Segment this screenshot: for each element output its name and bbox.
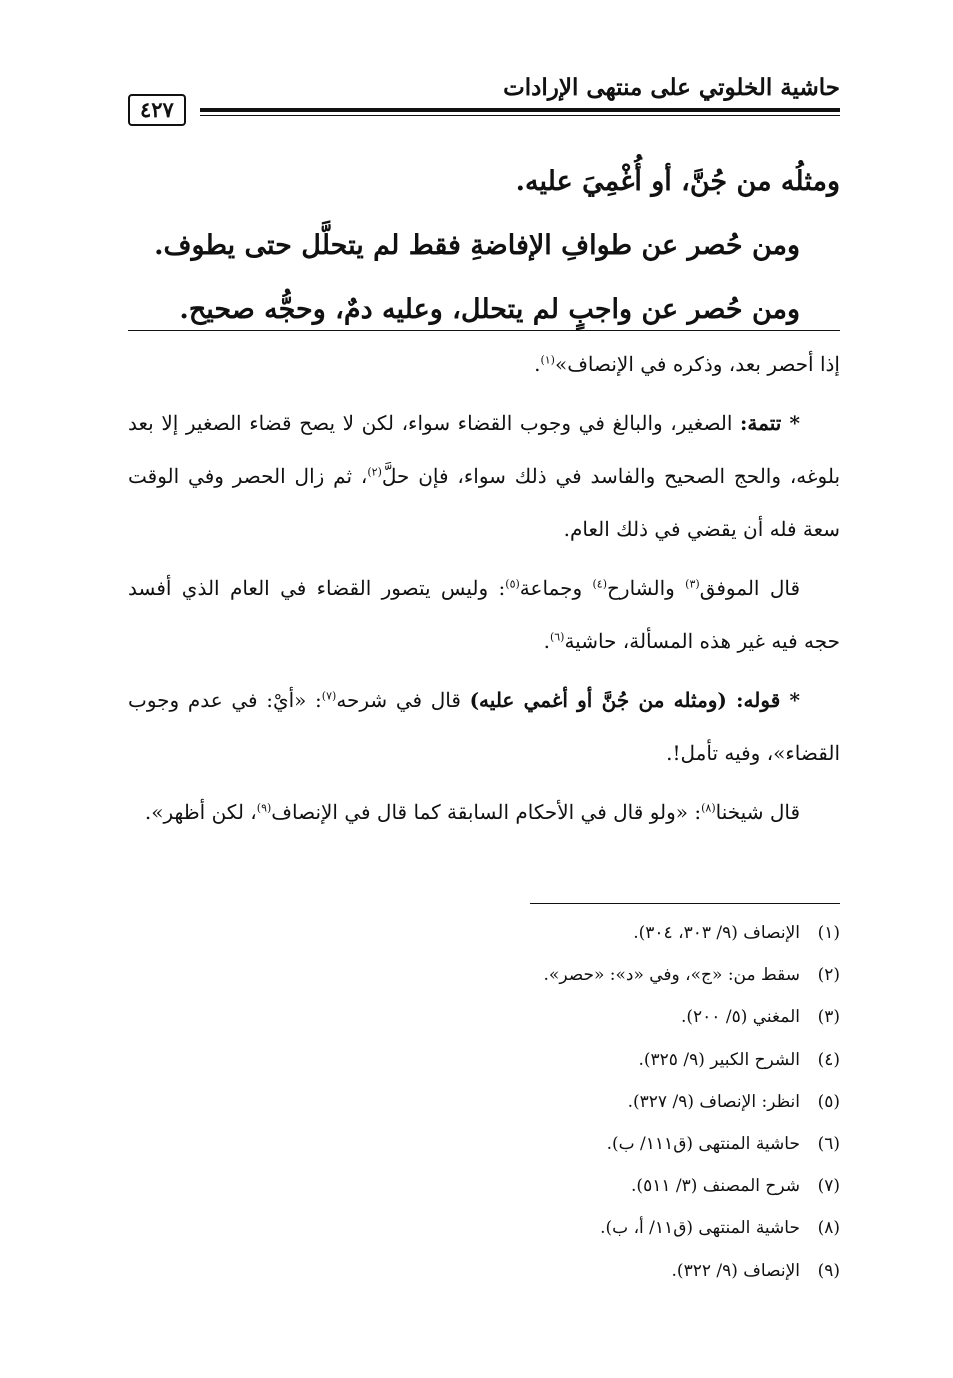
text-segment: ، لكن أظهر». [144, 800, 257, 824]
footnote-text: انظر: الإنصاف (٩/ ٣٢٧). [627, 1091, 800, 1112]
main-text [128, 150, 840, 342]
footnote [128, 1250, 840, 1292]
text-segment: إذا أحصر بعد، وذكره في الإنصاف» [554, 352, 840, 376]
commentary [128, 338, 840, 845]
text-segment: : «ولو قال في الأحكام السابقة كما قال في الإنصاف [271, 800, 702, 824]
footnote-text: المغني (٥/ ٢٠٠). [680, 1007, 800, 1028]
footnote [128, 1207, 840, 1249]
footnote-ref: (٨) [701, 801, 716, 815]
footnote-ref: (٥) [505, 577, 520, 591]
commentary-paragraph-3: قال الموفق$^{(٣)}$ والشارح$^{(٤)}$ وجماعة$^{(٥)}$: وليس يتصور القضاء في العام الذي أفسد حجه فيه غير هذه المسألة، حاشية$^{(٦)}$. [128, 576, 840, 653]
footnote [128, 912, 840, 954]
page-header [128, 70, 840, 126]
text-segment: وجماعة [519, 576, 593, 600]
running-title: حاشية الخلوتي على منتهى الإرادات [503, 74, 840, 101]
footnote-number: (١) [817, 923, 840, 943]
commentary-paragraph-2 [128, 397, 840, 556]
page-number: ٤٢٧ [128, 94, 186, 126]
footnote-number: (٣) [817, 1007, 840, 1028]
footnote-ref: (١) [540, 353, 555, 367]
footnote-ref: (٩) [256, 801, 272, 815]
footnote [128, 1039, 840, 1081]
footnote [128, 1123, 840, 1165]
footnote-ref: (٢) [367, 465, 382, 479]
footnote-number: (٢) [817, 965, 840, 986]
footnote-text: سقط من: «ج»، وفي «د»: «حصر». [543, 965, 800, 986]
footnote-text: الإنصاف (٩/ ٣٢٢). [671, 1260, 800, 1281]
footnote-number: (٧) [817, 1176, 840, 1197]
text-segment: قال الموفق [699, 576, 801, 600]
footnote [128, 1165, 840, 1207]
text-segment: قال شيخنا [715, 800, 800, 824]
text-segment: والشارح [607, 576, 686, 600]
footnote [128, 954, 840, 996]
footnotes [128, 912, 840, 1292]
header-rule [200, 108, 840, 116]
footnote-ref: (٧) [321, 689, 337, 703]
footnote-number: (٥) [817, 1091, 840, 1112]
matn-line-2: ومن حُصر عن طوافِ الإفاضةِ فقط لم يتحلَّل حتى يطوف. [154, 230, 800, 261]
text-segment: الصغير، والبالغ في وجوب القضاء سواء، لكن لا يصح قضاء الصغير إلا بعد بلوغه، والحج الصحيح والفاسد في ذلك سواء، فإن حلَّ [128, 411, 841, 488]
footnote-number: (٤) [817, 1049, 840, 1070]
footnote-ref: (٤) [592, 577, 607, 591]
footnote-text: الشرح الكبير (٩/ ٣٢٥). [638, 1049, 800, 1070]
text-divider [128, 330, 840, 331]
footnote [128, 1081, 840, 1123]
footnote-number: (٨) [817, 1218, 840, 1239]
commentary-paragraph-4 [128, 674, 840, 780]
paragraph-lead: * قوله: (ومثله من جُنَّ أو أغمي عليه) [469, 688, 800, 712]
paragraph-lead: * تتمة: [740, 411, 800, 435]
footnote-text: حاشية المنتهى (ق١١١/ ب). [606, 1134, 800, 1155]
footnote-text: الإنصاف (٩/ ٣٠٣، ٣٠٤). [633, 923, 800, 943]
footnote-ref: (٣) [685, 577, 700, 591]
commentary-paragraph-5 [128, 786, 840, 839]
matn-line-1: ومثلُه من جُنَّ، أو أُغْمِيَ عليه. [515, 166, 840, 197]
footnote-text: شرح المصنف (٣/ ٥١١). [631, 1176, 800, 1197]
text-segment: ، ثم زال الحصر وفي الوقت سعة فله أن يقضي في ذلك العام. [128, 464, 840, 541]
matn-line-3: ومن حُصر عن واجبٍ لم يتحلل، وعليه دمٌ، وحجُّه صحيح. [179, 294, 800, 325]
footnote-ref: (٦) [549, 630, 565, 644]
footnote-number: (٩) [817, 1260, 840, 1281]
text-segment: : وليس يتصور القضاء في العام الذي أفسد حجه فيه غير هذه المسألة، حاشية [128, 576, 840, 653]
footnote-text: حاشية المنتهى (ق١١/ أ، ب). [600, 1218, 800, 1239]
text-segment: : «أيْ: في عدم وجوب القضاء»، وفيه تأمل!. [128, 688, 840, 765]
footnote-rule [530, 903, 840, 904]
footnote-number: (٦) [817, 1134, 840, 1155]
footnote [128, 996, 840, 1038]
text-segment: قال في شرحه [336, 688, 470, 712]
commentary-paragraph-1: إذا أحصر بعد، وذكره في الإنصاف»$^{(١)}$. [534, 352, 840, 376]
